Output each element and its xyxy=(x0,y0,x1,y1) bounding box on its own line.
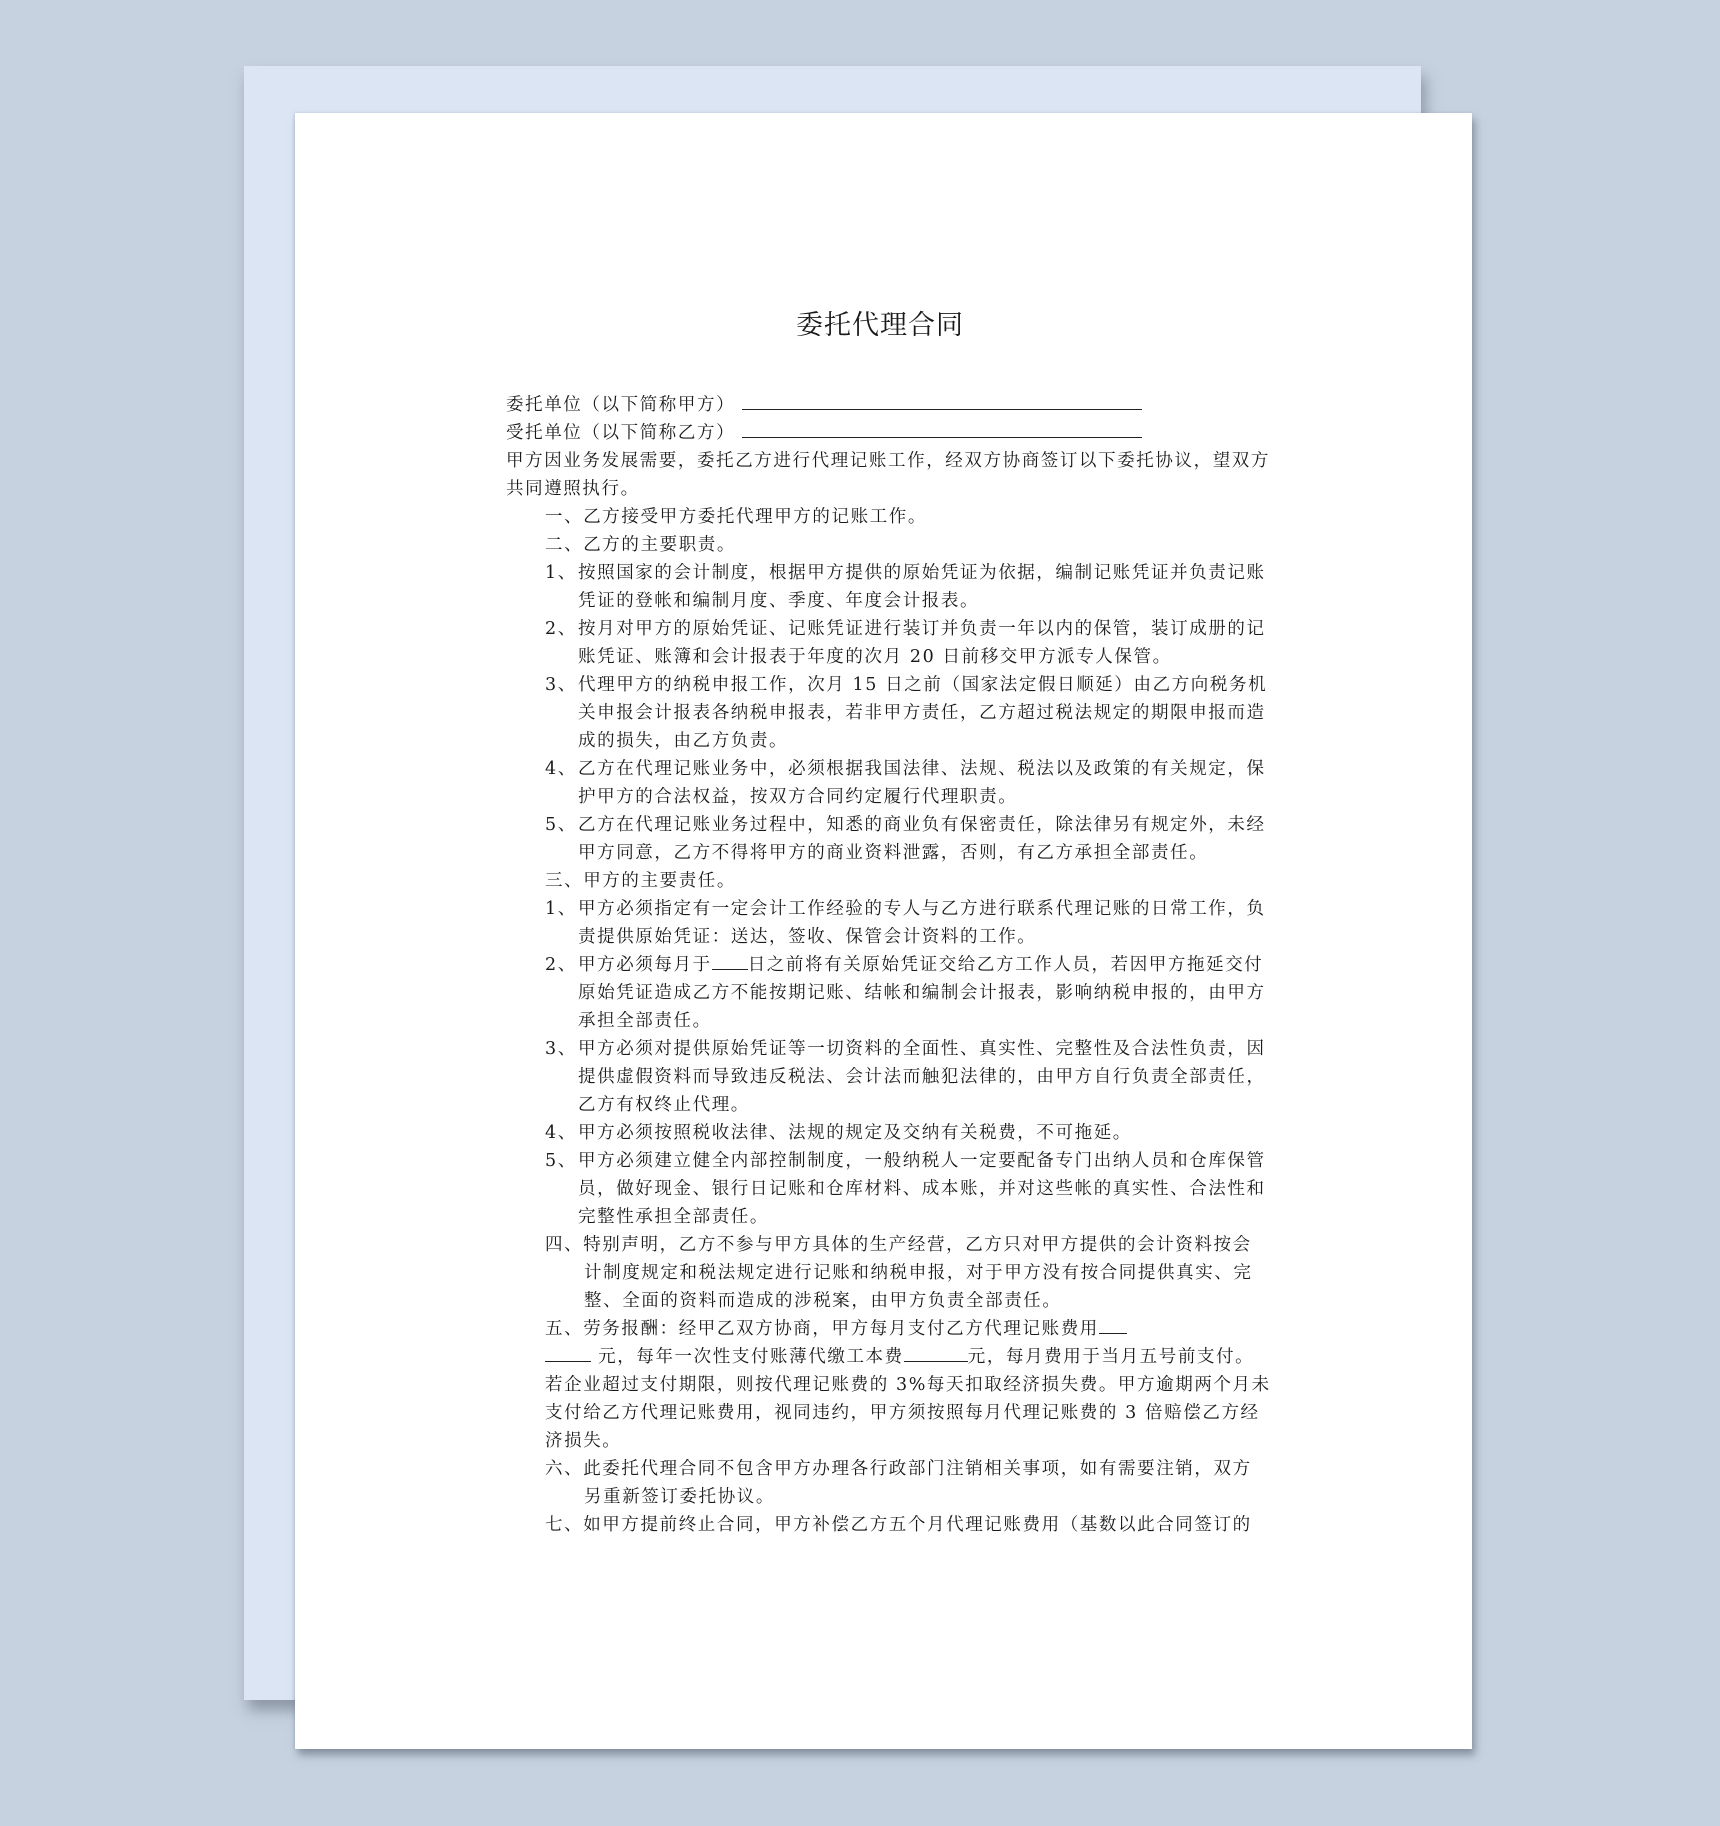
item-text: 提供虚假资料而导致违反税法、会计法而触犯法律的，由甲方自行负责全部责任， xyxy=(578,1067,1266,1087)
item-text: 成的损失，由乙方负责。 xyxy=(578,731,789,751)
fee-text: 五、劳务报酬：经甲乙双方协商，甲方每月支付乙方代理记账费用 xyxy=(545,1319,1099,1339)
item-text: 按照国家的会计制度，根据甲方提供的原始凭证为依据，编制记账凭证并负责记账 xyxy=(578,563,1266,583)
item-text-post: 日之前将有关原始凭证交给乙方工作人员，若因甲方拖延交付 xyxy=(747,955,1264,975)
item-number: 1、 xyxy=(545,563,577,583)
document-title: 委托代理合同 xyxy=(796,310,964,341)
item-number: 1、 xyxy=(545,899,577,919)
item-number: 5、 xyxy=(545,815,577,835)
item-text: 甲方必须按照税收法律、法规的规定及交纳有关税费，不可拖延。 xyxy=(578,1123,1132,1143)
party-a-field xyxy=(506,391,1142,419)
party-a-blank[interactable] xyxy=(742,391,1142,410)
item-text-pre: 甲方必须每月于 xyxy=(578,955,712,975)
section-text: 济损失。 xyxy=(545,1431,622,1451)
intro-line: 共同遵照执行。 xyxy=(506,479,640,499)
section-text: 支付给乙方代理记账费用，视同违约，甲方须按照每月代理记账费的 3 倍赔偿乙方经 xyxy=(545,1403,1260,1423)
item-text: 承担全部责任。 xyxy=(578,1011,712,1031)
item-number: 3、 xyxy=(545,1039,577,1059)
item-text: 甲方必须建立健全内部控制制度，一般纳税人一定要配备专门出纳人员和仓库保管 xyxy=(578,1151,1266,1171)
section-heading: 二、乙方的主要职责。 xyxy=(545,535,736,555)
item-text: 凭证的登帐和编制月度、季度、年度会计报表。 xyxy=(578,591,980,611)
item-number: 3、 xyxy=(545,675,577,695)
section-heading xyxy=(545,1315,1127,1343)
item-text: 甲方必须指定有一定会计工作经验的专人与乙方进行联系代理记账的日常工作，负 xyxy=(578,899,1266,919)
item-text: 护甲方的合法权益，按双方合同约定履行代理职责。 xyxy=(578,787,1018,807)
day-blank[interactable] xyxy=(712,951,748,970)
item-text xyxy=(578,951,1263,979)
section-text xyxy=(545,1343,1254,1371)
fee-text: 元，每年一次性支付账薄代缴工本费 xyxy=(591,1347,904,1367)
section-heading: 六、此委托代理合同不包含甲方办理各行政部门注销相关事项，如有需要注销，双方 xyxy=(545,1459,1252,1479)
item-number: 4、 xyxy=(545,759,577,779)
section-text: 另重新签订委托协议。 xyxy=(584,1487,775,1507)
party-b-blank[interactable] xyxy=(742,419,1142,438)
section-text: 整、全面的资料而造成的涉税案，由甲方负责全部责任。 xyxy=(584,1291,1062,1311)
item-text: 关申报会计报表各纳税申报表，若非甲方责任，乙方超过税法规定的期限申报而造 xyxy=(578,703,1266,723)
item-number: 5、 xyxy=(545,1151,577,1171)
item-number: 4、 xyxy=(545,1123,577,1143)
book-fee-blank[interactable] xyxy=(904,1343,968,1362)
item-number: 2、 xyxy=(545,955,577,975)
intro-line: 甲方因业务发展需要，委托乙方进行代理记账工作，经双方协商签订以下委托协议，望双方 xyxy=(506,451,1270,471)
item-text: 完整性承担全部责任。 xyxy=(578,1207,769,1227)
section-heading: 一、乙方接受甲方委托代理甲方的记账工作。 xyxy=(545,507,927,527)
item-text: 甲方同意，乙方不得将甲方的商业资料泄露，否则，有乙方承担全部责任。 xyxy=(578,843,1209,863)
item-number: 2、 xyxy=(545,619,577,639)
item-text: 甲方必须对提供原始凭证等一切资料的全面性、真实性、完整性及合法性负责，因 xyxy=(578,1039,1266,1059)
party-a-label: 委托单位（以下简称甲方） xyxy=(506,395,736,415)
monthly-fee-blank-b[interactable] xyxy=(545,1343,591,1362)
item-text: 原始凭证造成乙方不能按期记账、结帐和编制会计报表，影响纳税申报的，由甲方 xyxy=(578,983,1266,1003)
party-b-label: 受托单位（以下简称乙方） xyxy=(506,423,736,443)
item-text: 按月对甲方的原始凭证、记账凭证进行装订并负责一年以内的保管，装订成册的记 xyxy=(578,619,1266,639)
section-text: 计制度规定和税法规定进行记账和纳税申报，对于甲方没有按合同提供真实、完 xyxy=(584,1263,1253,1283)
monthly-fee-blank-a[interactable] xyxy=(1099,1315,1127,1334)
item-text: 乙方在代理记账业务过程中，知悉的商业负有保密责任，除法律另有规定外，未经 xyxy=(578,815,1266,835)
item-text: 账凭证、账簿和会计报表于年度的次月 20 日前移交甲方派专人保管。 xyxy=(578,647,1172,667)
item-text: 乙方有权终止代理。 xyxy=(578,1095,750,1115)
item-text: 责提供原始凭证：送达，签收、保管会计资料的工作。 xyxy=(578,927,1037,947)
party-b-field xyxy=(506,419,1142,447)
section-heading: 三、甲方的主要责任。 xyxy=(545,871,736,891)
item-text: 员，做好现金、银行日记账和仓库材料、成本账，并对这些帐的真实性、合法性和 xyxy=(578,1179,1266,1199)
item-text: 乙方在代理记账业务中，必须根据我国法律、法规、税法以及政策的有关规定，保 xyxy=(578,759,1266,779)
section-heading: 四、特别声明，乙方不参与甲方具体的生产经营，乙方只对甲方提供的会计资料按会 xyxy=(545,1235,1252,1255)
section-heading: 七、如甲方提前终止合同，甲方补偿乙方五个月代理记账费用（基数以此合同签订的 xyxy=(545,1515,1252,1535)
section-text: 若企业超过支付期限，则按代理记账费的 3%每天扣取经济损失费。甲方逾期两个月未 xyxy=(545,1375,1271,1395)
fee-text: 元，每月费用于当月五号前支付。 xyxy=(967,1347,1255,1367)
item-text: 代理甲方的纳税申报工作，次月 15 日之前（国家法定假日顺延）由乙方向税务机 xyxy=(578,675,1268,695)
